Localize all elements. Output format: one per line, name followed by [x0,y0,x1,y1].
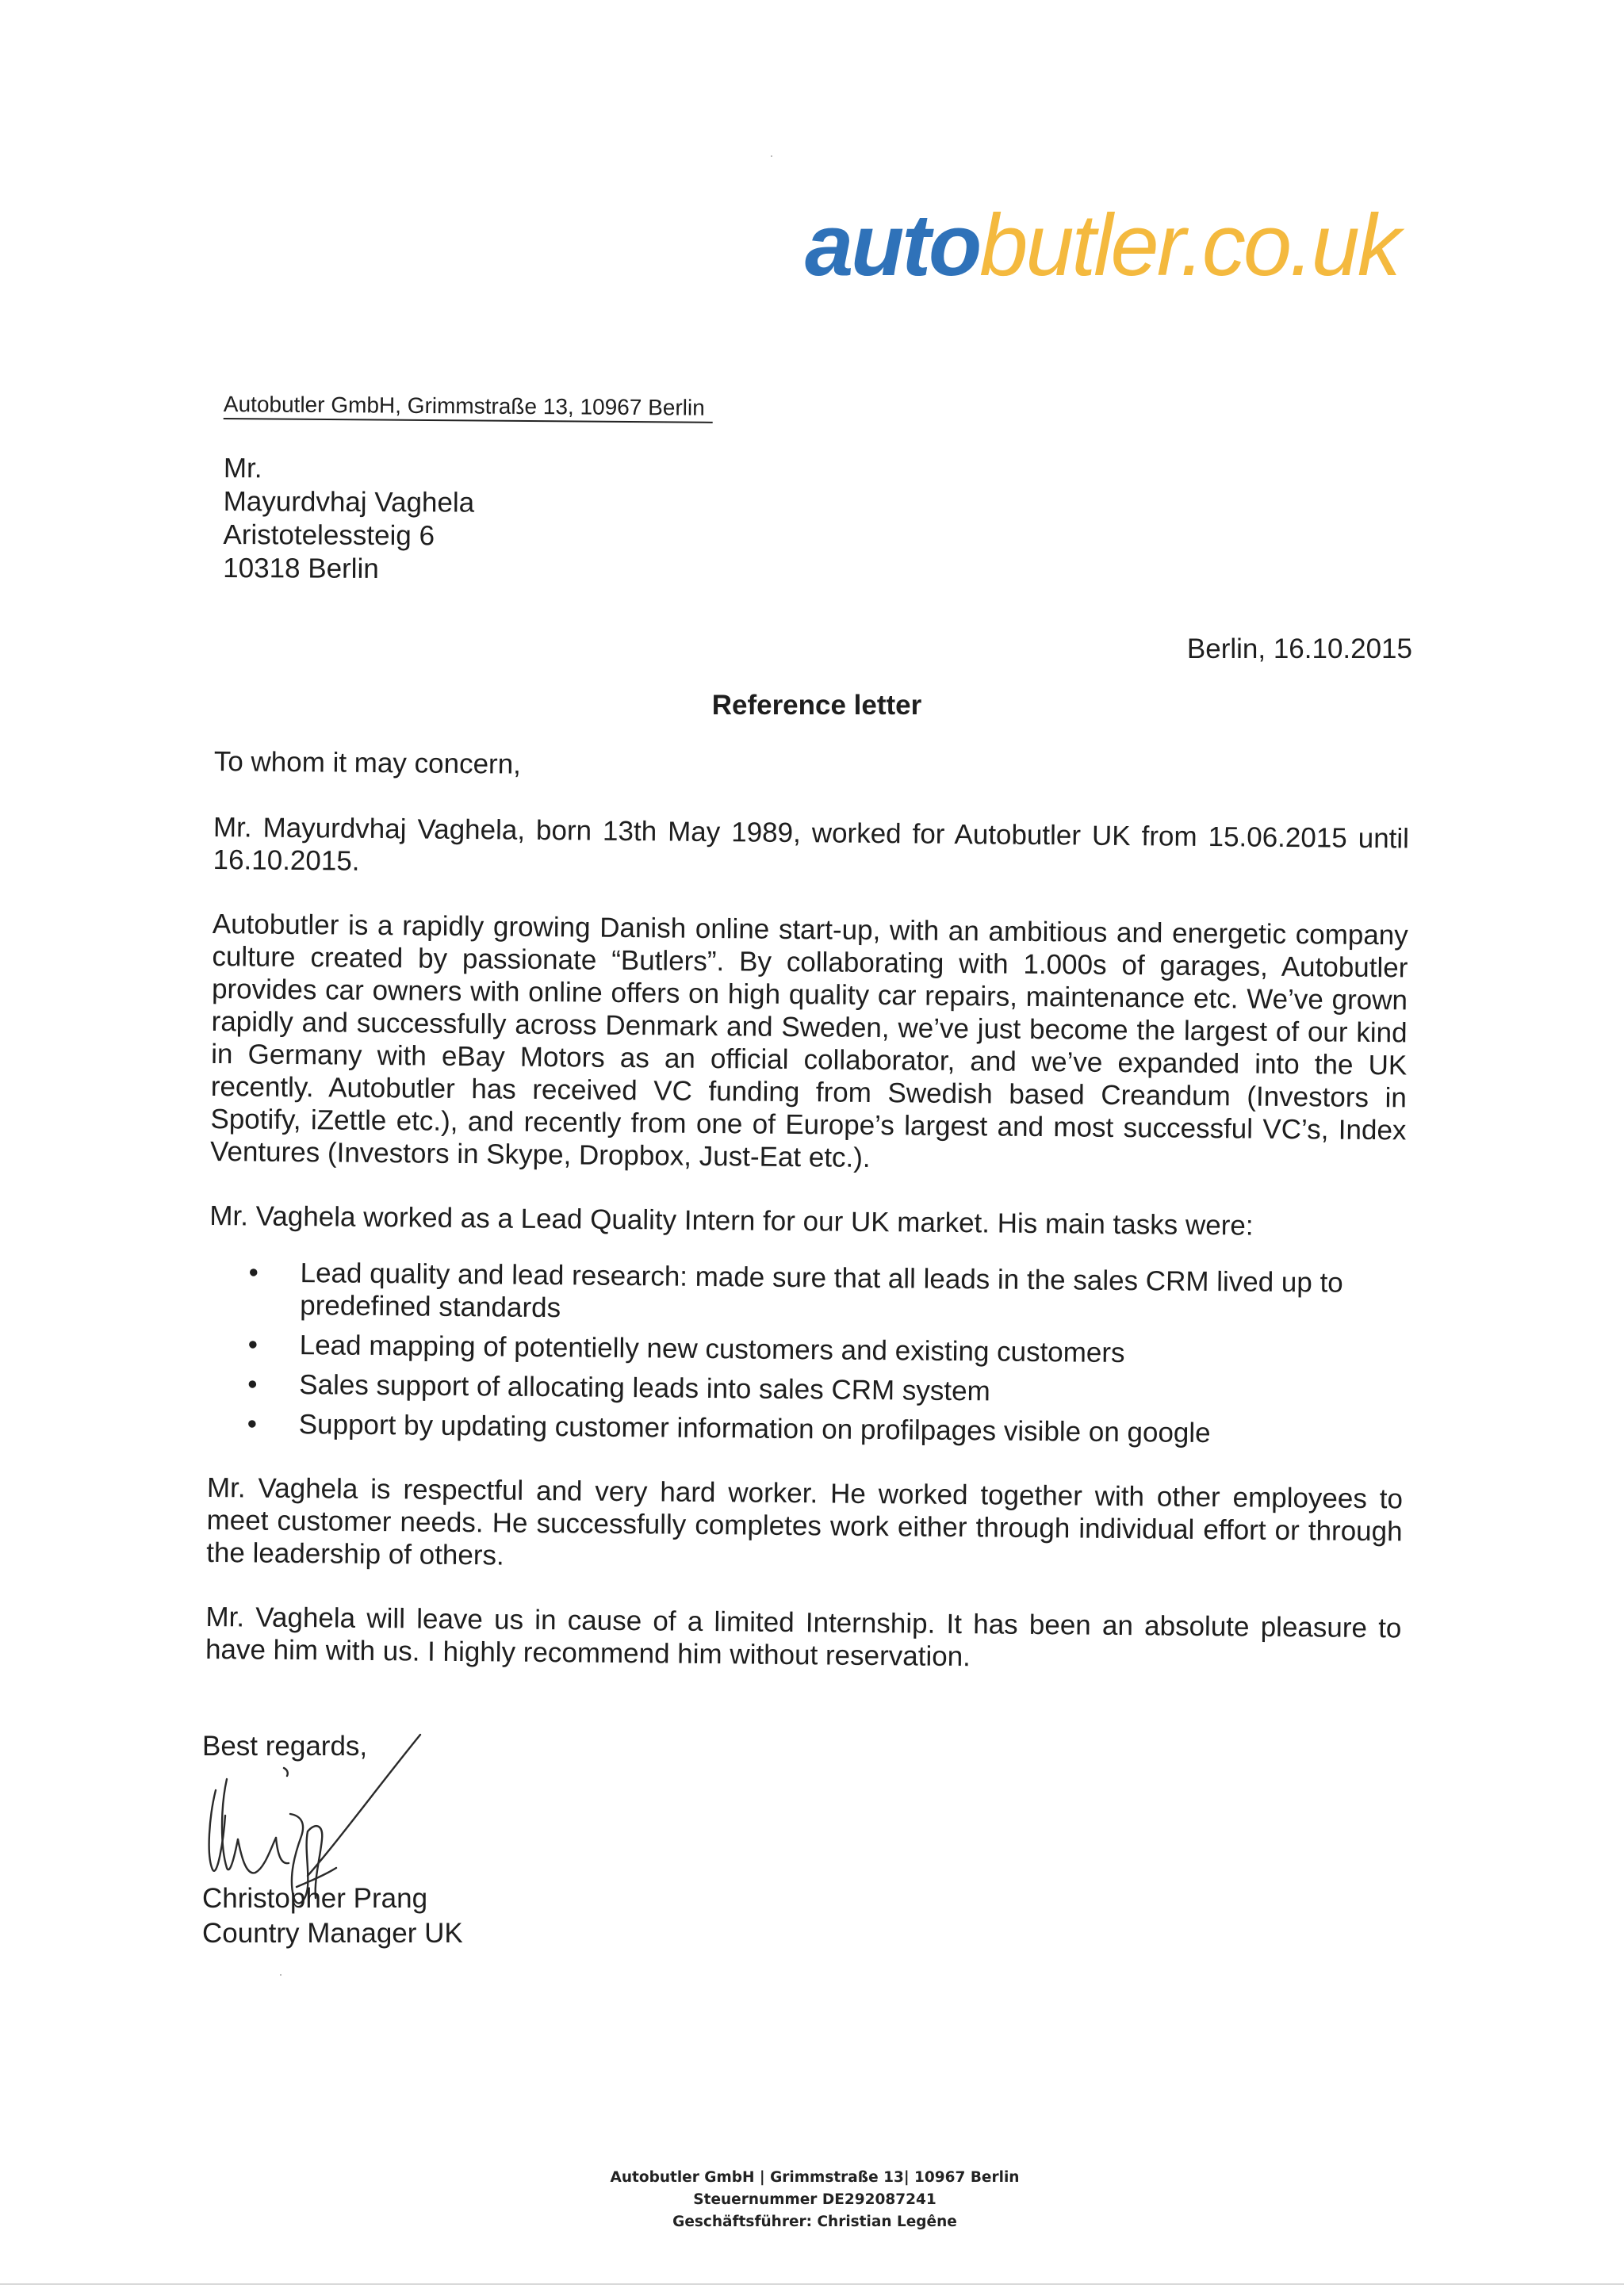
scan-speck [771,155,772,157]
bullet-icon: • [247,1329,259,1360]
autobutler-logo [805,194,1419,297]
paragraph-employment: Mr. Mayurdvhaj Vaghela, born 13th May 1989, worked for Autobutler UK from 15.06.2015 until 16.10.2015. [213,811,1410,877]
signatory-name: Christopher Prang [202,1883,428,1914]
letter-date: Berlin, 16.10.2015 [1186,633,1412,664]
company-footer [0,2167,1624,2233]
greeting: To whom it may concern, [213,745,522,780]
recipient-city: 10318 Berlin [223,552,379,585]
task-list [208,1256,1405,1451]
recipient-salutation: Mr. [223,453,262,484]
paragraph-company: Autobutler is a rapidly growing Danish online start-up, with an ambitious and energetic company culture created by passionate “Butlers”. By collaborating with 1.000s of garages, Autobutler provides car owners with online offers on high quality car repairs, maintenance etc. We’ve grown rapidly and successfully across Denmark and Sweden, we’ve just become the largest of our kind in Germany with eBay Motors as an official collaborator, and we’ve expanded into the UK recently. Autobutler has received VC funding from Swedish based Creandum (Investors in Spotify, iZettle etc.), and recently from one of Europe’s largest and most successful VC’s, Index Ventures (Investors in Skype, Dropbox, Just-Eat etc.). [209,908,1408,1173]
list-item [209,1256,1405,1332]
task-text: Sales support of allocating leads into sales CRM system [299,1369,990,1407]
paragraph-role: Mr. Vaghela worked as a Lead Quality Intern for our UK market. His main tasks were: [209,1200,1254,1242]
logo-auto-text: auto [805,197,980,294]
task-text: Lead quality and lead research: made sure that all leads in the sales CRM lived up to predefined standards [300,1257,1343,1324]
bullet-icon: • [248,1257,259,1288]
sender-address-line: Autobutler GmbH, Grimmstraße 13, 10967 Berlin [224,391,713,423]
task-text: Lead mapping of potentielly new customers and existing customers [299,1330,1125,1369]
scan-edge-line [0,2283,1624,2285]
scan-speck [280,1974,282,1976]
signatory-block [202,1881,463,1951]
letter-body [205,745,1409,1709]
footer-managing-director: Geschäftsführer: Christian Legêne [672,2214,957,2230]
list-item [209,1328,1404,1372]
footer-tax-number: Steuernummer DE292087241 [693,2191,936,2208]
logo-butler-text: butler.co.uk [979,197,1399,294]
bullet-icon: • [247,1408,258,1440]
svg-text:autobutler.co.uk [805,197,1405,294]
paragraph-recommendation: Mr. Vaghela will leave us in cause of a limited Internship. It has been an absolute pleasure to have him with us. I highly recommend him without reservation. [205,1601,1402,1673]
closing-phrase: Best regards, [202,1731,368,1762]
recipient-name: Mayurdvhaj Vaghela [223,485,475,519]
recipient-address [223,452,474,587]
recipient-street: Aristotelessteig 6 [223,519,435,552]
bullet-icon: • [247,1368,258,1400]
list-item [208,1368,1404,1411]
footer-address: Autobutler GmbH | Grimmstraße 13| 10967 Berlin [610,2169,1020,2186]
paragraph-assessment: Mr. Vaghela is respectful and very hard worker. He worked together with other employees to meet customer needs. He successfully completes work either through individual effort or through the leadership of others. [206,1471,1404,1571]
list-item [208,1407,1404,1451]
signatory-title: Country Manager UK [202,1918,463,1949]
task-text: Support by updating customer information on profilpages visible on google [298,1409,1211,1449]
letter-subject: Reference letter [711,690,922,721]
